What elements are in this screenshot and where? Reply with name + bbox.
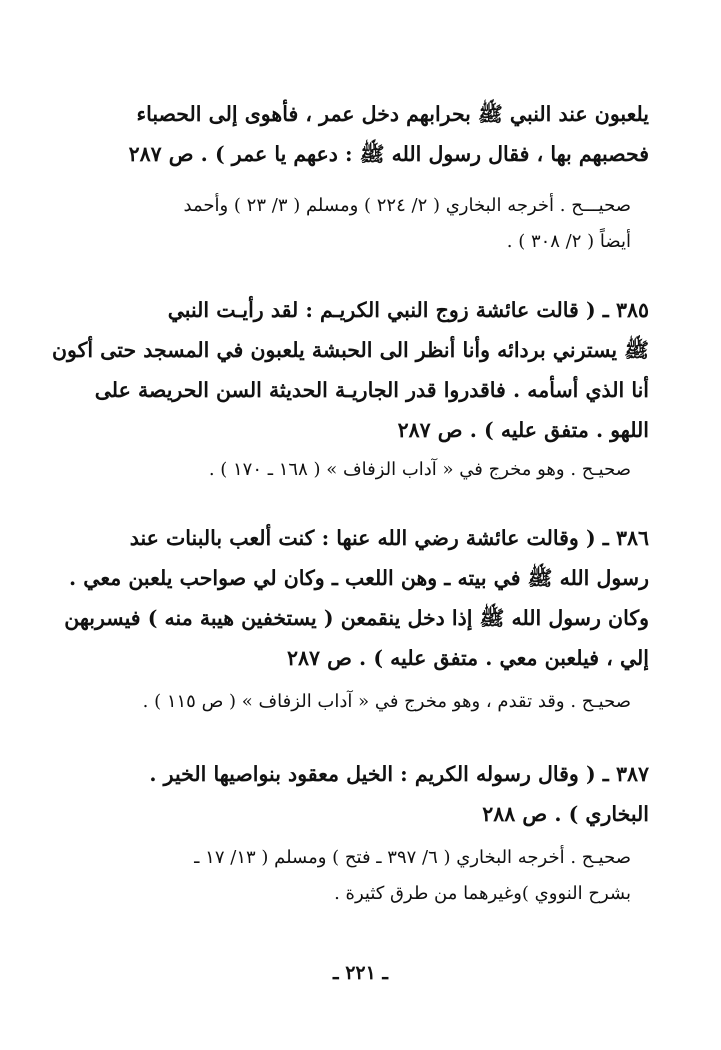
- text-line: بشرح النووي )وغيرهما من طرق كثيرة .: [334, 883, 631, 904]
- hadith-386: [60, 518, 649, 678]
- hadith-grading: [60, 840, 649, 912]
- text-line: فحصبهم بها ، فقال رسول الله ﷺ : دعهم يا عمر ) . ص ٢٨٧: [128, 142, 649, 166]
- hadith-grading: [60, 684, 649, 720]
- hadith-387: [60, 754, 649, 834]
- text-line: ٣٨٧ ـ ( وقال رسوله الكريم : الخيل معقود بنواصيها الخير .: [149, 762, 649, 786]
- page-number: ـ ٢٢١ ـ: [333, 962, 388, 984]
- text-line: ٣٨٥ ـ ( قالت عائشة زوج النبي الكريـم : لقد رأيـت النبي: [167, 298, 649, 322]
- text-line: اللهو . متفق عليه ) . ص ٢٨٧: [397, 418, 649, 442]
- text-line: إلي ، فيلعبن معي . متفق عليه ) . ص ٢٨٧: [286, 646, 649, 670]
- hadith-grading: [60, 452, 649, 488]
- text-line: صحيـح . وقد تقدم ، وهو مخرج في « آداب الزفاف » ( ص ١١٥ ) .: [142, 691, 631, 712]
- hadith-text-continued: [60, 94, 649, 174]
- text-line: البخاري ) . ص ٢٨٨: [482, 802, 649, 826]
- text-line: أنا الذي أسأمه . فاقدروا قدر الجاريـة الحديثة السن الحريصة على: [94, 378, 649, 402]
- text-line: يلعبون عند النبي ﷺ بحرابهم دخل عمر ، فأهوى إلى الحصباء: [136, 102, 649, 126]
- text-line: أيضاً ( ٢/ ٣٠٨ ) .: [506, 231, 631, 252]
- hadith-385: [51, 290, 649, 450]
- text-line: ٣٨٦ ـ ( وقالت عائشة رضي الله عنها : كنت ألعب بالبنات عند: [129, 526, 649, 550]
- hadith-grading: [60, 188, 649, 260]
- text-line: صحيـح . وهو مخرج في « آداب الزفاف » ( ١٦٨ ـ ١٧٠ ) .: [208, 459, 631, 480]
- text-line: رسول الله ﷺ في بيته ـ وهن اللعب ـ وكان لي صواحب يلعبن معي .: [68, 566, 649, 590]
- text-line: وكان رسول الله ﷺ إذا دخل ينقمعن ( يستخفين هيبة منه ) فيسربهن: [64, 606, 649, 630]
- text-line: صحيـح . أخرجه البخاري ( ٦/ ٣٩٧ ـ فتح ) ومسلم ( ١٣/ ١٧ ـ: [194, 847, 631, 868]
- text-line: صحيـــح . أخرجه البخاري ( ٢/ ٢٢٤ ) ومسلم ( ٣/ ٢٣ ) وأحمد: [183, 195, 631, 216]
- text-line: ﷺ يسترني بردائه وأنا أنظر الى الحبشة يلعبون في المسجد حتى أكون: [51, 338, 649, 362]
